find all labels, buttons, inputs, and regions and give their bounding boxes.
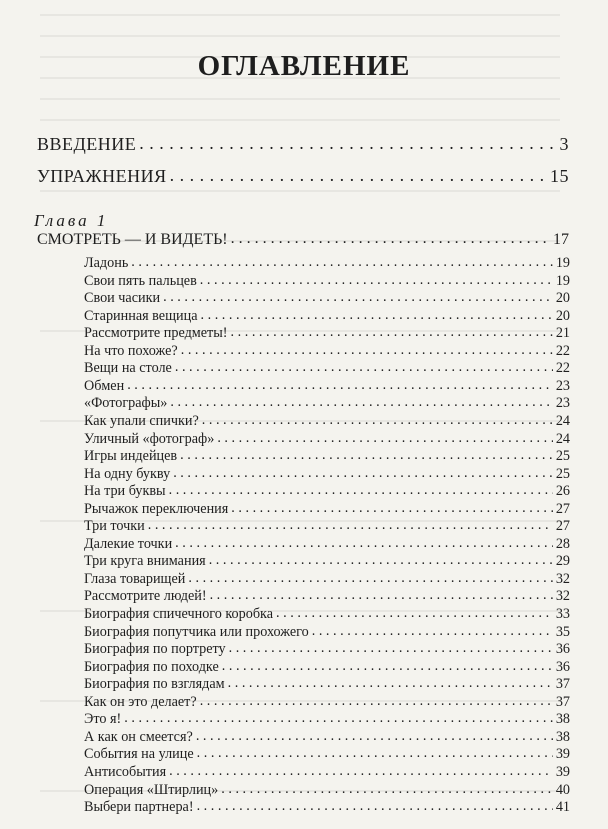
dot-leader <box>197 745 553 759</box>
toc-entry-page: 37 <box>555 693 570 710</box>
toc-entry-page: 27 <box>555 518 570 535</box>
toc-entry-page: 20 <box>555 307 570 324</box>
dot-leader <box>231 324 553 338</box>
toc-entry-page: 32 <box>555 570 570 587</box>
dot-leader <box>229 640 553 654</box>
toc-entry[interactable] <box>84 395 570 412</box>
toc-entry[interactable] <box>84 624 570 641</box>
dot-leader <box>148 517 553 531</box>
dot-leader <box>202 412 553 426</box>
toc-entry-label: Старинная вещица <box>84 307 198 324</box>
toc-entry-page: 28 <box>555 535 570 552</box>
toc-entry[interactable] <box>84 483 570 500</box>
toc-entry-label: Игры индейцев <box>84 448 178 465</box>
toc-entry[interactable] <box>84 431 570 448</box>
dot-leader <box>196 728 553 742</box>
toc-entry-page: 36 <box>555 658 570 675</box>
toc-entry-label: Глаза товарищей <box>84 570 186 587</box>
toc-entry[interactable] <box>84 799 570 816</box>
dot-leader <box>180 447 553 461</box>
toc-entry-page: 38 <box>555 728 570 745</box>
toc-entry-label: Рассмотрите людей! <box>84 588 207 605</box>
dot-leader <box>197 798 553 812</box>
toc-entry[interactable] <box>84 764 570 781</box>
toc-entry[interactable] <box>84 746 570 763</box>
toc-entry-label: Биография по взглядам <box>84 676 225 693</box>
toc-entry-label: Биография по походке <box>84 658 219 675</box>
toc-entry-page: 27 <box>555 500 570 517</box>
dot-leader <box>222 658 553 672</box>
toc-entry-page: 17 <box>553 231 569 248</box>
dot-leader <box>217 430 553 444</box>
toc-entry-page: 39 <box>555 763 570 780</box>
toc-entry-label: «Фотографы» <box>84 395 168 412</box>
dot-leader <box>200 693 553 707</box>
toc-entry-label: Три круга внимания <box>84 553 206 570</box>
toc-entry[interactable] <box>84 659 570 676</box>
dot-leader <box>188 570 552 584</box>
toc-entry[interactable] <box>84 729 570 746</box>
toc-entry[interactable] <box>84 343 570 360</box>
toc-entry[interactable] <box>84 466 570 483</box>
toc-entry[interactable] <box>84 518 570 535</box>
toc-entry-label: Ладонь <box>84 255 129 271</box>
toc-entry[interactable] <box>84 273 570 290</box>
toc-entry-page: 38 <box>555 711 570 728</box>
toc-entry[interactable] <box>84 694 570 711</box>
toc-entry[interactable] <box>84 360 570 377</box>
toc-entry[interactable] <box>84 606 570 623</box>
toc-entry-label: Рассмотрите предметы! <box>84 325 228 342</box>
toc-entry-label: Биография попутчика или прохожего <box>84 623 309 640</box>
toc-entry-page: 22 <box>555 360 570 377</box>
toc-entry-page: 24 <box>555 412 570 429</box>
toc-entry-label: Обмен <box>84 377 125 394</box>
toc-entry-label: ВВЕДЕНИЕ <box>37 134 137 154</box>
dot-leader <box>228 675 553 689</box>
toc-entry[interactable] <box>84 501 570 518</box>
dot-leader <box>170 165 547 183</box>
dot-leader <box>163 289 553 303</box>
toc-entry-page: 25 <box>555 465 570 482</box>
toc-entry-page: 32 <box>555 588 570 605</box>
toc-entry-label: А как он смеется? <box>84 728 193 745</box>
page-title: ОГЛАВЛЕНИЕ <box>197 50 411 82</box>
toc-entry-introduction[interactable] <box>37 134 569 155</box>
toc-entry-label: Как упали спички? <box>84 412 199 429</box>
dot-leader <box>200 272 553 286</box>
toc-entry-exercises[interactable] <box>37 166 569 187</box>
toc-entry-page: 40 <box>555 781 570 798</box>
toc-entry-page: 19 <box>555 272 570 289</box>
dot-leader <box>209 552 553 566</box>
toc-entry-label: На что похоже? <box>84 342 178 359</box>
toc-chapter-title[interactable] <box>37 231 569 249</box>
toc-entry-label: Биография по портрету <box>84 641 226 658</box>
toc-entry-label: Антисобытия <box>84 763 167 780</box>
dot-leader <box>139 133 556 151</box>
toc-entry-label: Вещи на столе <box>84 360 172 377</box>
dot-leader <box>124 710 553 724</box>
toc-entry-label: Уличный «фотограф» <box>84 430 215 447</box>
toc-entry-label: Рычажок переключения <box>84 500 229 517</box>
toc-entry-page: 23 <box>555 377 570 394</box>
toc-entry-page: 37 <box>555 676 570 693</box>
dot-leader <box>276 605 553 619</box>
dot-leader <box>201 307 553 321</box>
toc-entry-page: 15 <box>550 166 569 186</box>
dot-leader <box>170 394 552 408</box>
toc-entry-page: 3 <box>559 134 569 154</box>
toc-entry-page: 33 <box>555 606 570 622</box>
toc-entry[interactable] <box>84 290 570 307</box>
chapter-label: Глава 1 <box>34 211 109 230</box>
dot-leader <box>173 465 553 479</box>
toc-entry-page: 19 <box>555 255 570 271</box>
toc-entry-label: Выбери партнера! <box>84 799 194 816</box>
dot-leader <box>231 500 553 514</box>
toc-entry[interactable] <box>84 711 570 728</box>
toc-entry[interactable] <box>84 553 570 570</box>
dot-leader <box>175 359 553 373</box>
toc-entry-label: Биография спичечного коробка <box>84 606 274 622</box>
toc-entry-label: Свои пять пальцев <box>84 272 197 289</box>
toc-entry-label: Как он это делает? <box>84 693 197 710</box>
toc-entry-page: 23 <box>555 395 570 412</box>
toc-entry-label: События на улице <box>84 746 194 763</box>
toc-entry-page: 20 <box>555 290 570 307</box>
toc-entry-page: 26 <box>555 483 570 500</box>
dot-leader <box>131 254 553 268</box>
toc-entry-page: 25 <box>555 448 570 465</box>
dot-leader <box>221 781 553 795</box>
dot-leader <box>175 535 553 549</box>
toc-entry-label: УПРАЖНЕНИЯ <box>37 166 167 186</box>
toc-entry[interactable] <box>84 571 570 588</box>
toc-entry[interactable] <box>84 536 570 553</box>
toc-entry[interactable] <box>84 378 570 395</box>
toc-entry-page: 39 <box>555 746 570 763</box>
toc-entry-label: СМОТРЕТЬ — И ВИДЕТЬ! <box>37 231 228 248</box>
toc-entry[interactable] <box>84 325 570 342</box>
toc-entry[interactable] <box>84 413 570 430</box>
dot-leader <box>127 377 553 391</box>
toc-entry-label: На три буквы <box>84 483 166 500</box>
toc-entry-label: Далекие точки <box>84 535 173 552</box>
dot-leader <box>231 230 550 246</box>
toc-entry-label: Три точки <box>84 518 145 535</box>
toc-entry[interactable] <box>84 308 570 325</box>
toc-entry-page: 41 <box>555 799 570 816</box>
dot-leader <box>312 623 553 637</box>
toc-entry-page: 24 <box>555 430 570 447</box>
dot-leader <box>169 482 553 496</box>
toc-entry-page: 22 <box>555 342 570 359</box>
dot-leader <box>210 587 553 601</box>
toc-entry-page: 21 <box>555 325 570 342</box>
toc-entry[interactable] <box>84 676 570 693</box>
toc-entry-label: На одну букву <box>84 465 171 482</box>
toc-entry[interactable] <box>84 588 570 605</box>
toc-entry-label: Это я! <box>84 711 122 728</box>
toc-entry-label: Операция «Штирлиц» <box>84 781 219 798</box>
toc-entry-page: 29 <box>555 553 570 570</box>
dot-leader <box>169 763 553 777</box>
dot-leader <box>181 342 553 356</box>
toc-entry-label: Свои часики <box>84 290 161 307</box>
toc-entry[interactable] <box>84 255 570 272</box>
toc-entry[interactable] <box>84 448 570 465</box>
toc-entry-page: 36 <box>555 641 570 658</box>
toc-entry[interactable] <box>84 782 570 799</box>
toc-entry-page: 35 <box>555 623 570 640</box>
toc-entry[interactable] <box>84 641 570 658</box>
